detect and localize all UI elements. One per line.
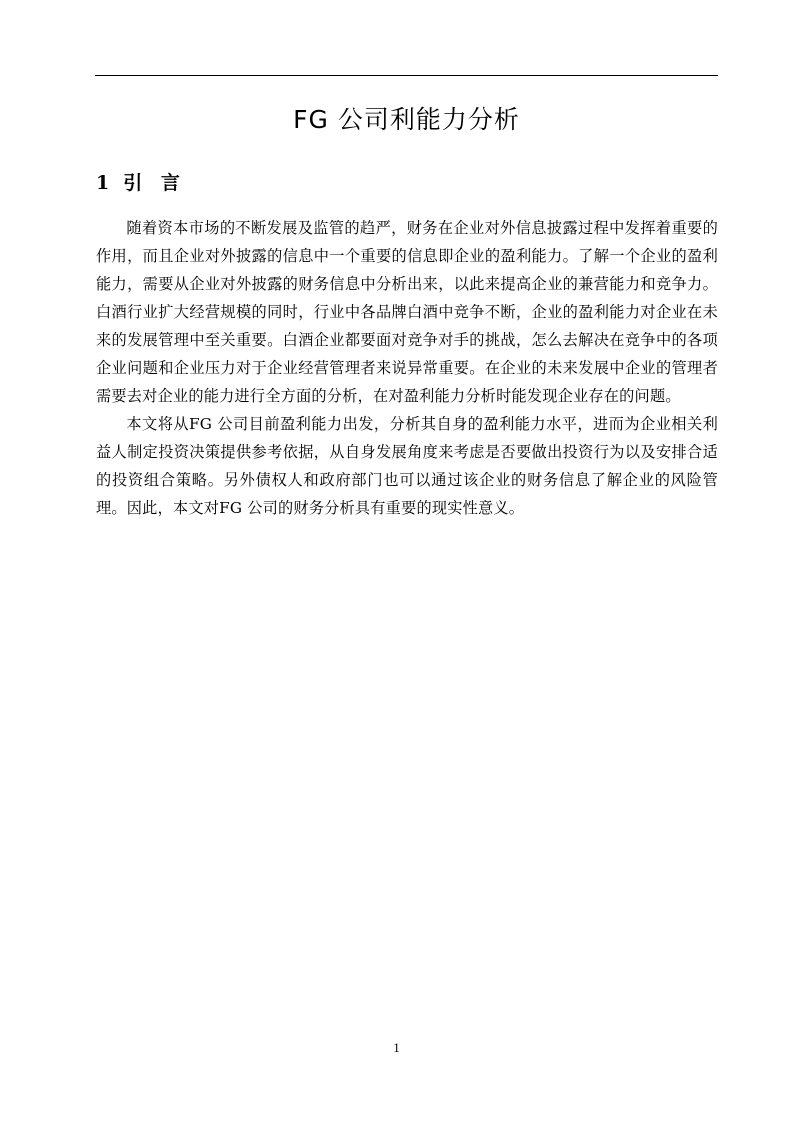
section-heading bbox=[96, 168, 186, 198]
section-number: 1 bbox=[96, 172, 116, 194]
body-text bbox=[96, 214, 718, 522]
section-title: 引 言 bbox=[123, 172, 186, 194]
paragraph: 随着资本市场的不断发展及监管的趋严，财务在企业对外信息披露过程中发挥着重要的作用，而且企业对外披露的信息中一个重要的信息即企业的盈利能力。了解一个企业的盈利能力，需要从企业对外披露的财务信息中分析出来，以此来提高企业的兼营能力和竞争力。白酒行业扩大经营规模的同时，行业中各品牌白酒中竞争不断，企业的盈利能力对企业在未来的发展管理中至关重要。白酒企业都要面对竞争对手的挑战，怎么去解决在竞争中的各项企业问题和企业压力对于企业经营管理者来说异常重要。在企业的未来发展中企业的管理者需要去对企业的能力进行全方面的分析，在对盈利能力分析时能发现企业存在的问题。 bbox=[96, 219, 718, 405]
page-number: 1 bbox=[393, 1040, 400, 1055]
header-rule bbox=[95, 75, 718, 76]
paragraph: 本文将从FG 公司目前盈利能力出发，分析其自身的盈利能力水平，进而为企业相关利益人制定投资决策提供参考依据，从自身发展角度来考虑是否要做出投资行为以及安排合适的投资组合策略。另外债权人和政府部门也可以通过该企业的财务信息了解企业的风险管理。因此，本文对FG 公司的财务分析具有重要的现实性意义。 bbox=[96, 415, 718, 517]
document-title: FG 公司利能力分析 bbox=[293, 105, 520, 134]
